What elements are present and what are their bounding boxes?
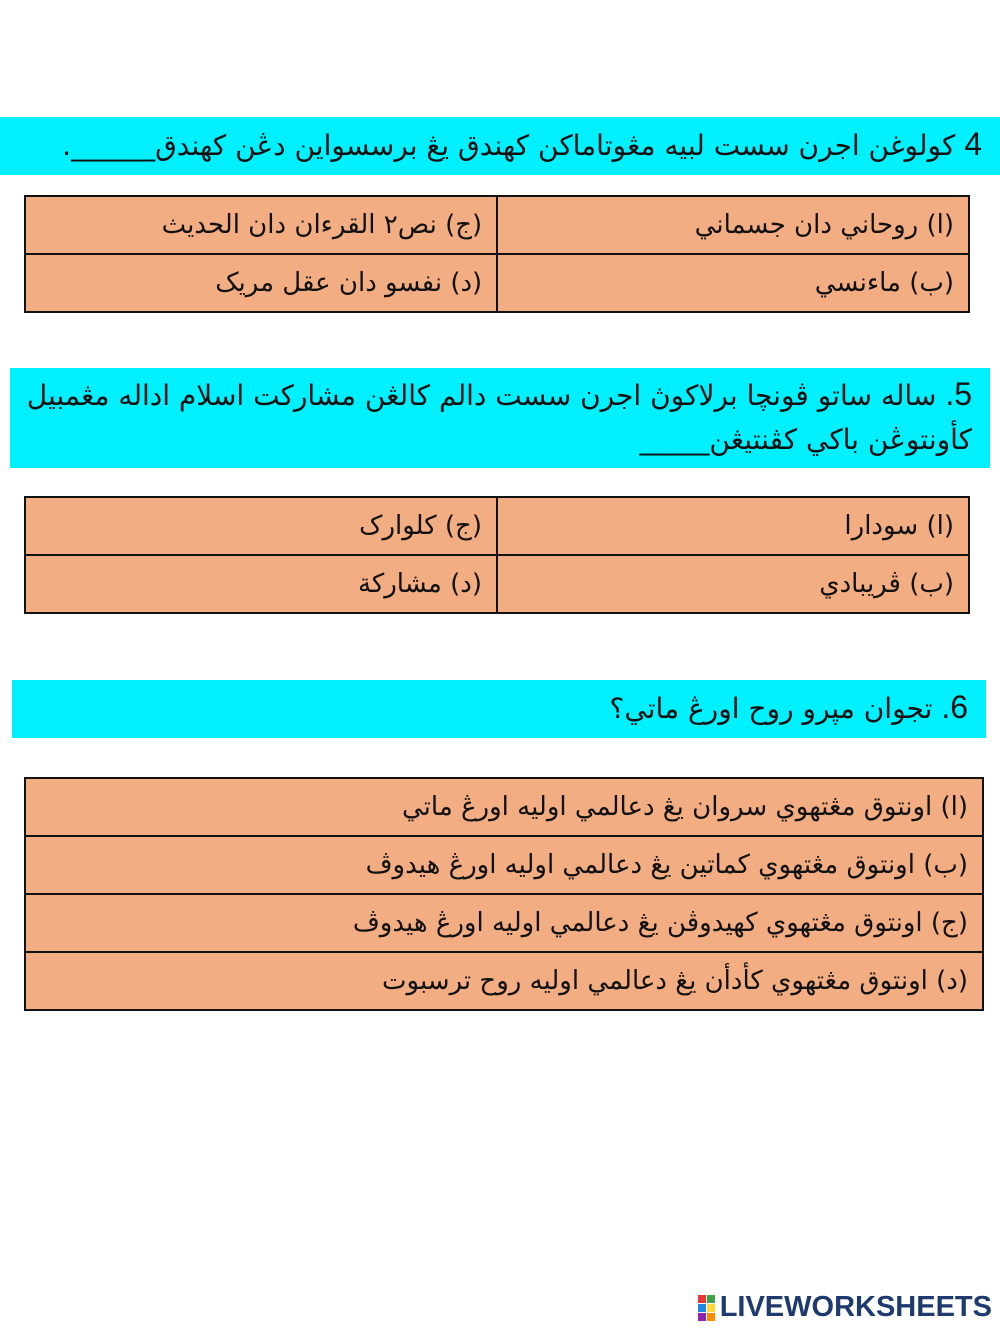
logo-square [698, 1313, 706, 1321]
question-5-number: 5. [945, 376, 972, 412]
option-5-b[interactable]: (ب) ڤريبادي [497, 555, 969, 613]
question-5-options [24, 496, 970, 614]
option-6-d[interactable]: (د) اونتوق مڠتهوي كأدأن يڠ دعالمي اوليه روح ترسبوت [25, 952, 983, 1010]
question-6-bar [12, 680, 986, 738]
option-5-a[interactable]: (ا) سودارا [497, 497, 969, 555]
option-6-b[interactable]: (ب) اونتوق مڠتهوي كماتين يڠ دعالمي اوليه اورڠ هيدوڤ [25, 836, 983, 894]
brand-name: LIVEWORKSHEETS [719, 1291, 992, 1323]
option-4-b[interactable]: (ب) ماءنسي [497, 254, 969, 312]
logo-square [707, 1313, 715, 1321]
question-4-number: 4 [964, 126, 982, 162]
question-4-options [24, 195, 970, 313]
option-4-a[interactable]: (ا) روحاني دان جسماني [497, 196, 969, 254]
option-6-c[interactable]: (ج) اونتوق مڠتهوي كهيدوڤن يڠ دعالمي اوليه اورڠ هيدوڤ [25, 894, 983, 952]
option-4-d[interactable]: (د) نفسو دان عقل مريک [25, 254, 497, 312]
question-5-text: ساله ساتو ڤونچا برلاكوڽ اجرن سست دالم كالڠن مشاركت اسلام اداله مڠمبيل كأونتوڠن باكي كڤنتيڠن_____ [26, 379, 972, 456]
logo-mark-icon [698, 1295, 715, 1321]
question-5-bar [10, 368, 990, 468]
question-6-number: 6. [941, 689, 968, 725]
question-4-text: كولوغن اجرن سست لبيه مڠوتاماکن كهندق يڠ برسسواين دڠن كهندق______. [62, 129, 965, 162]
liveworksheets-logo[interactable] [698, 1291, 992, 1324]
option-4-c[interactable]: (ج) نص٢ القرءان دان الحديث [25, 196, 497, 254]
logo-square [707, 1295, 715, 1303]
question-6-options [24, 777, 984, 1011]
logo-square [698, 1304, 706, 1312]
logo-square [698, 1295, 706, 1303]
option-6-a[interactable]: (ا) اونتوق مڠتهوي سروان يڠ دعالمي اوليه اورڠ ماتي [25, 778, 983, 836]
option-5-d[interactable]: (د) مشاركة [25, 555, 497, 613]
question-4-bar [0, 117, 1000, 175]
question-6-text: تجوان مپرو روح اورڠ ماتي؟ [609, 692, 942, 725]
option-5-c[interactable]: (ج) كلوارک [25, 497, 497, 555]
logo-square [707, 1304, 715, 1312]
